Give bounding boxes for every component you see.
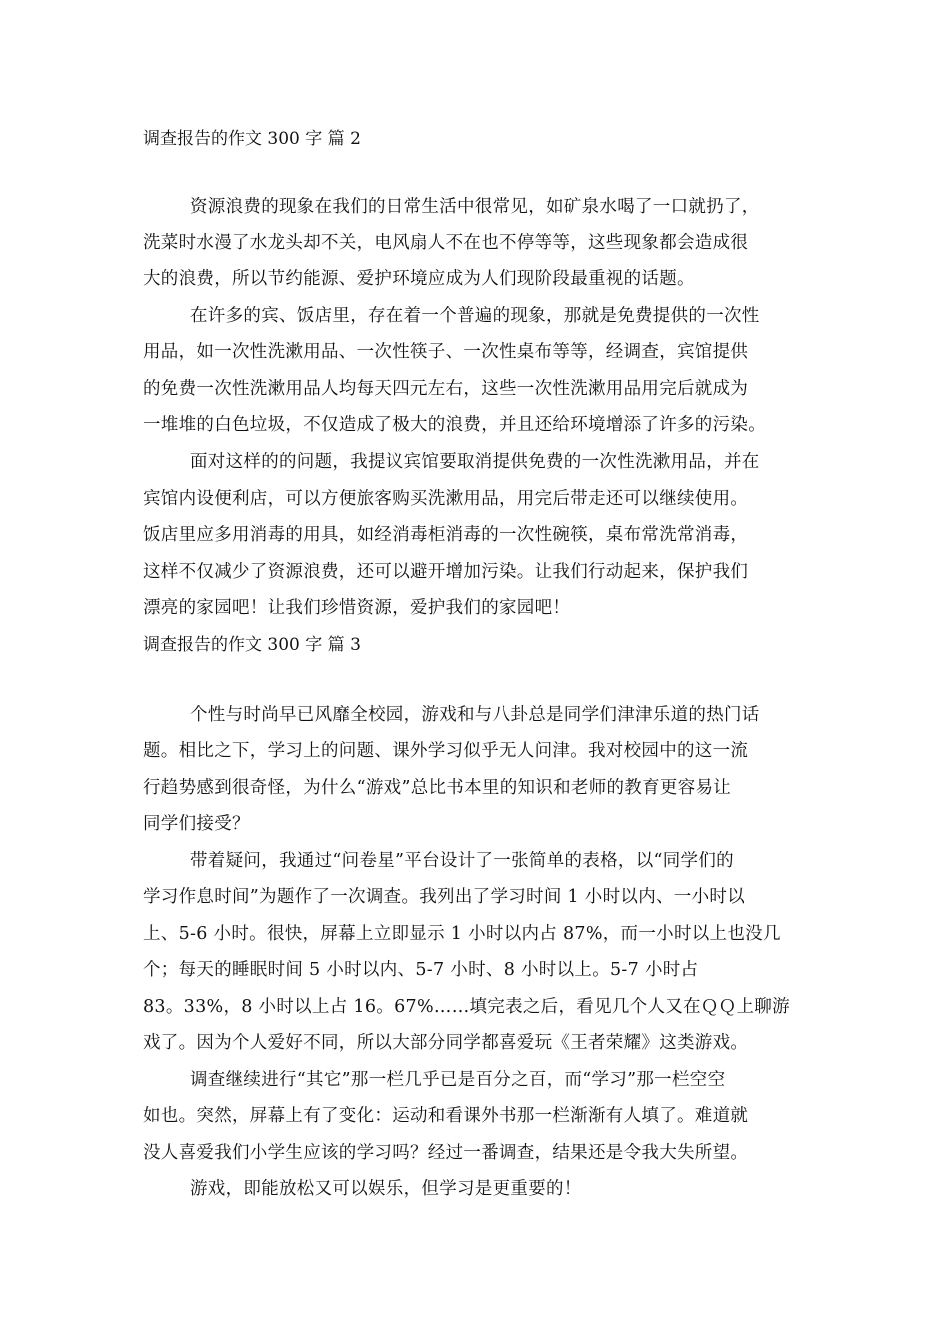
paragraph-line: 这样不仅减少了资源浪费，还可以避开增加污染。让我们行动起来，保护我们 <box>143 562 749 582</box>
paragraph-line: 一堆堆的白色垃圾，不仅造成了极大的浪费，并且还给环境增添了许多的污染。 <box>143 415 766 435</box>
paragraph-line: 没人喜爱我们小学生应该的学习吗？经过一番调查，结果还是令我大失所望。 <box>143 1143 749 1163</box>
paragraph-line: 题。相比之下，学习上的问题、课外学习似乎无人问津。我对校园中的这一流 <box>143 741 749 761</box>
paragraph-line: 饭店里应多用消毒的用具，如经消毒柜消毒的一次性碗筷，桌布常洗常消毒， <box>143 525 749 545</box>
paragraph-line: 的免费一次性洗漱用品人均每天四元左右，这些一次性洗漱用品用完后就成为 <box>143 379 749 399</box>
section-2-heading: 调查报告的作文 300 字 篇 2 <box>143 129 361 149</box>
section-3-heading: 调查报告的作文 300 字 篇 3 <box>143 635 361 655</box>
paragraph-line: 学习作息时间”为题作了一次调查。我列出了学习时间 1 小时以内、一小时以 <box>143 887 746 907</box>
paragraph-line: 带着疑问，我通过“问卷星”平台设计了一张简单的表格，以“同学们的 <box>190 851 734 871</box>
paragraph-line: 如也。突然，屏幕上有了变化：运动和看课外书那一栏渐渐有人填了。难道就 <box>143 1106 749 1126</box>
paragraph-line: 面对这样的的问题，我提议宾馆要取消提供免费的一次性洗漱用品，并在 <box>190 452 760 472</box>
paragraph-line: 83。33%，8 小时以上占 16。67%……填完表之后，看见几个人又在ＱＱ上聊游 <box>143 997 790 1017</box>
paragraph-line: 上、5-6 小时。很快，屏幕上立即显示 1 小时以内占 87%，而一小时以上也没几 <box>143 924 781 944</box>
paragraph-line: 大的浪费，所以节约能源、爱护环境应成为人们现阶段最重视的话题。 <box>143 269 695 289</box>
paragraph-line: 资源浪费的现象在我们的日常生活中很常见，如矿泉水喝了一口就扔了， <box>190 197 760 217</box>
paragraph-line: 漂亮的家园吧！让我们珍惜资源，爱护我们的家园吧！ <box>143 598 571 618</box>
paragraph-line: 行趋势感到很奇怪，为什么“游戏”总比书本里的知识和老师的教育更容易让 <box>143 778 732 798</box>
paragraph-line: 洗菜时水漫了水龙头却不关，电风扇人不在也不停等等，这些现象都会造成很 <box>143 233 749 253</box>
paragraph-line: 个；每天的睡眠时间 5 小时以内、5-7 小时、8 小时以上。5-7 小时占 <box>143 960 699 980</box>
paragraph-line: 个性与时尚早已风靡全校园，游戏和与八卦总是同学们津津乐道的热门话 <box>190 705 760 725</box>
paragraph-line: 游戏，即能放松又可以娱乐，但学习是更重要的！ <box>190 1179 582 1199</box>
paragraph-line: 用品，如一次性洗漱用品、一次性筷子、一次性桌布等等，经调查，宾馆提供 <box>143 342 749 362</box>
paragraph-line: 在许多的宾、饭店里，存在着一个普遍的现象，那就是免费提供的一次性 <box>190 306 760 326</box>
paragraph-line: 戏了。因为个人爱好不同，所以大部分同学都喜爱玩《王者荣耀》这类游戏。 <box>143 1033 749 1053</box>
paragraph-line: 调查继续进行“其它”那一栏几乎已是百分之百，而“学习”那一栏空空 <box>190 1070 726 1090</box>
paragraph-line: 宾馆内设便利店，可以方便旅客购买洗漱用品，用完后带走还可以继续使用。 <box>143 489 749 509</box>
paragraph-line: 同学们接受？ <box>143 814 250 834</box>
